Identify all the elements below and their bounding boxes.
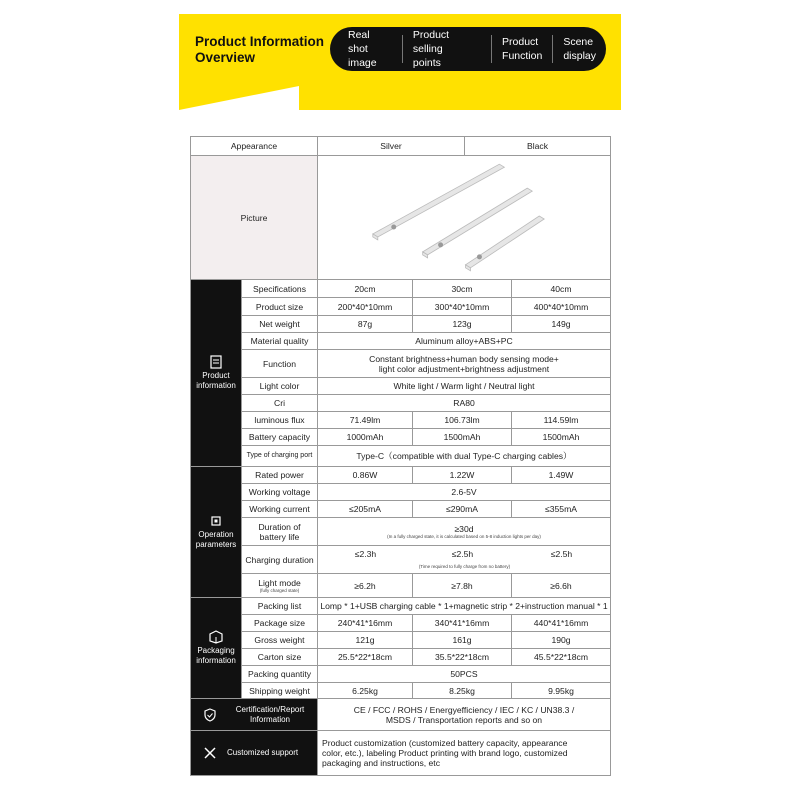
section-certification: Certification/Report Information: [191, 699, 318, 731]
label-flux: luminous flux: [242, 412, 318, 429]
value: 440*41*16mm: [512, 615, 611, 632]
product-picture: [318, 156, 611, 280]
value: ≤355mA: [512, 501, 611, 518]
title-line2: Overview: [195, 50, 256, 65]
label-cri: Cri: [242, 395, 318, 412]
label-battery: Battery capacity: [242, 429, 318, 446]
nav-selling-points[interactable]: Product selling points: [402, 35, 491, 63]
label-specifications: Specifications: [242, 280, 318, 298]
value: 45.5*22*18cm: [512, 649, 611, 666]
value: 40cm: [512, 280, 611, 298]
box-icon: [209, 630, 223, 644]
value: 2.6-5V: [318, 484, 611, 501]
value: White light / Warm light / Neutral light: [318, 378, 611, 395]
charging-duration-value: ≤2.3h ≤2.5h ≤2.5h (Time required to fully charge from no battery): [318, 546, 611, 574]
label-light-color: Light color: [242, 378, 318, 395]
section-product-information: Product information: [191, 280, 242, 467]
battery-life-value: ≥30d (In a fully charged state, it is calculated based on 5-8 induction lights per day): [318, 518, 611, 546]
nav-product-function[interactable]: Product Function: [491, 35, 552, 63]
value: ≥6.6h: [512, 574, 611, 598]
tools-icon: [203, 746, 217, 760]
value: Lomp * 1+USB charging cable * 1+magnetic strip * 2+instruction manual * 1: [318, 598, 611, 615]
value: 20cm: [318, 280, 413, 298]
spec-table: [190, 136, 611, 776]
value: 340*41*16mm: [413, 615, 512, 632]
value: ≥7.8h: [413, 574, 512, 598]
value: 87g: [318, 316, 413, 333]
page-title: [195, 34, 324, 66]
nav-scene-display[interactable]: Scene display: [552, 35, 606, 63]
cert-value: CE / FCC / ROHS / Energyefficiency / IEC / KC / UN38.3 / MSDS / Transportation reports and so on: [318, 699, 611, 731]
value: 1000mAh: [318, 429, 413, 446]
label-product-size: Product size: [242, 298, 318, 316]
value: 106.73lm: [413, 412, 512, 429]
label-rated-power: Rated power: [242, 467, 318, 484]
function-value: Constant brightness+human body sensing mode+ light color adjustment+brightness adjustment: [318, 350, 611, 378]
label-charging-port: Type of charging port: [242, 446, 318, 467]
appearance-silver: Silver: [318, 137, 465, 156]
picture-label: Picture: [191, 156, 318, 280]
label-net-weight: Net weight: [242, 316, 318, 333]
value: 123g: [413, 316, 512, 333]
custom-value: Product customization (customized battery capacity, appearance color, etc.), labeling Product printing with brand logo, customized packaging and instructions, etc: [318, 731, 611, 776]
value: 25.5*22*18cm: [318, 649, 413, 666]
value: 121g: [318, 632, 413, 649]
value: 35.5*22*18cm: [413, 649, 512, 666]
value: 9.95kg: [512, 683, 611, 699]
light-bars-image: [318, 156, 610, 280]
label-carton-size: Carton size: [242, 649, 318, 666]
value: Aluminum alloy+ABS+PC: [318, 333, 611, 350]
value: 240*41*16mm: [318, 615, 413, 632]
value: 0.86W: [318, 467, 413, 484]
label-battery-life: Duration of battery life: [242, 518, 318, 546]
value: 1.49W: [512, 467, 611, 484]
label-material: Material quality: [242, 333, 318, 350]
label-function: Function: [242, 350, 318, 378]
value: 1.22W: [413, 467, 512, 484]
value: 149g: [512, 316, 611, 333]
appearance-label: Appearance: [191, 137, 318, 156]
value: 30cm: [413, 280, 512, 298]
label-packing-list: Packing list: [242, 598, 318, 615]
value: 200*40*10mm: [318, 298, 413, 316]
value: 8.25kg: [413, 683, 512, 699]
label-voltage: Working voltage: [242, 484, 318, 501]
label-package-size: Package size: [242, 615, 318, 632]
value: 400*40*10mm: [512, 298, 611, 316]
label-charging-duration: Charging duration: [242, 546, 318, 574]
nav-bar: [330, 27, 606, 71]
label-packing-quantity: Packing quantity: [242, 666, 318, 683]
banner-cut-decoration: [179, 86, 299, 110]
appearance-black: Black: [465, 137, 611, 156]
label-shipping-weight: Shipping weight: [242, 683, 318, 699]
value: 300*40*10mm: [413, 298, 512, 316]
label-gross-weight: Gross weight: [242, 632, 318, 649]
value: Type-C（compatible with dual Type-C charging cables）: [318, 446, 611, 467]
nav-real-shot[interactable]: Real shot image: [348, 29, 377, 69]
value: 1500mAh: [413, 429, 512, 446]
shield-icon: [203, 708, 217, 722]
label-light-mode: Light mode (fully charged state): [242, 574, 318, 598]
value: 50PCS: [318, 666, 611, 683]
section-operation-parameters: Operation parameters: [191, 467, 242, 598]
value: 161g: [413, 632, 512, 649]
value: 190g: [512, 632, 611, 649]
value: ≤290mA: [413, 501, 512, 518]
document-icon: [209, 355, 223, 369]
value: 114.59lm: [512, 412, 611, 429]
section-customized-support: Customized support: [191, 731, 318, 776]
title-line1: Product Information: [195, 34, 324, 49]
value: 6.25kg: [318, 683, 413, 699]
value: ≥6.2h: [318, 574, 413, 598]
value: 1500mAh: [512, 429, 611, 446]
value: 71.49lm: [318, 412, 413, 429]
section-packaging-information: Packaging information: [191, 598, 242, 699]
value: RA80: [318, 395, 611, 412]
chip-icon: [209, 514, 223, 528]
label-current: Working current: [242, 501, 318, 518]
value: ≤205mA: [318, 501, 413, 518]
